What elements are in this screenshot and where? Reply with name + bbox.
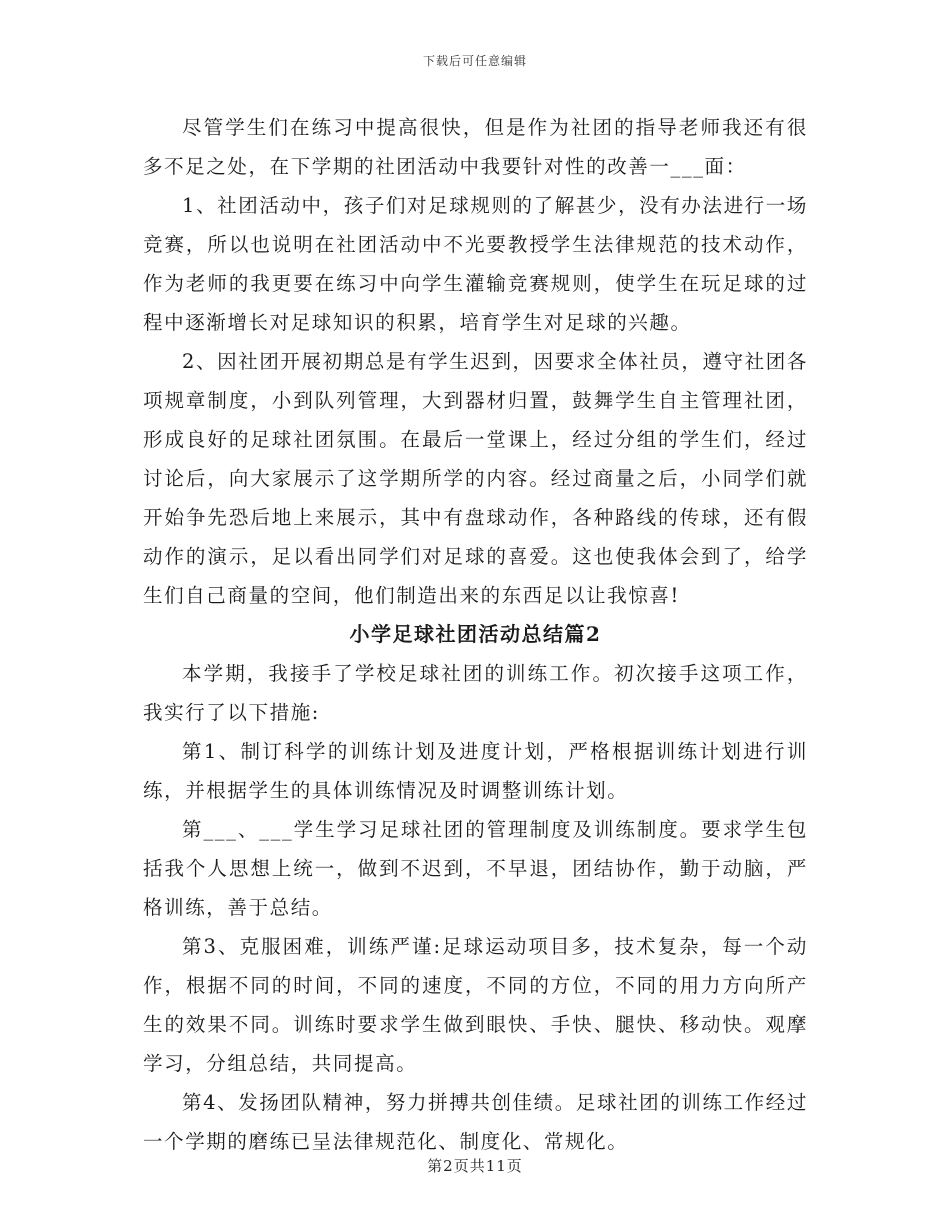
document-body — [143, 108, 808, 1161]
paragraph-section-intro: 本学期，我接手了学校足球社团的训练工作。初次接手这项工作，我实行了以下措施: — [143, 662, 808, 724]
paragraph-measure-2: 第___、___学生学习足球社团的管理制度及训练制度。要求学生包括我个人思想上统一，做到不迟到，不早退，团结协作，勤于动脑，严格训练，善于总结。 — [143, 818, 808, 919]
paragraph-point-2: 2、因社团开展初期总是有学生迟到，因要求全体社员，遵守社团各项规章制度，小到队列管理，大到器材归置，鼓舞学生自主管理社团，形成良好的足球社团氛围。在最后一堂课上，经过分组的学生们，经过讨论后，向大家展示了这学期所学的内容。经过商量之后，小同学们就开始争先恐后地上来展示，其中有盘球动作，各种路线的传球，还有假动作的演示，足以看出同学们对足球的喜爱。这也使我体会到了，给学生们自己商量的空间，他们制造出来的东西足以让我惊喜! — [143, 350, 808, 607]
paragraph-measure-4: 第4、发扬团队精神，努力拼搏共创佳绩。足球社团的训练工作经过一个学期的磨练已呈法律规范化、制度化、常规化。 — [143, 1091, 808, 1153]
paragraph-point-1: 1、社团活动中，孩子们对足球规则的了解甚少，没有办法进行一场竞赛，所以也说明在社团活动中不光要教授学生法律规范的技术动作，作为老师的我更要在练习中向学生灌输竞赛规则，使学生在玩足球的过程中逐渐增长对足球知识的积累，培育学生对足球的兴趣。 — [143, 194, 808, 334]
page-number: 第2页共11页 — [427, 1157, 523, 1175]
paragraph-measure-1: 第1、制订科学的训练计划及进度计划，严格根据训练计划进行训练，并根据学生的具体训练情况及时调整训练计划。 — [143, 740, 808, 802]
header-note: 下载后可任意编辑 — [422, 54, 527, 68]
section-title: 小学足球社团活动总结篇2 — [349, 622, 602, 646]
paragraph-measure-3: 第3、克服困难，训练严谨:足球运动项目多，技术复杂，每一个动作，根据不同的时间，不同的速度，不同的方位，不同的用力方向所产生的效果不同。训练时要求学生做到眼快、手快、腿快、移动快。观摩学习，分组总结，共同提高。 — [143, 935, 808, 1075]
paragraph-intro: 尽管学生们在练习中提高很快，但是作为社团的指导老师我还有很多不足之处，在下学期的社团活动中我要针对性的改善一___面： — [143, 116, 808, 178]
